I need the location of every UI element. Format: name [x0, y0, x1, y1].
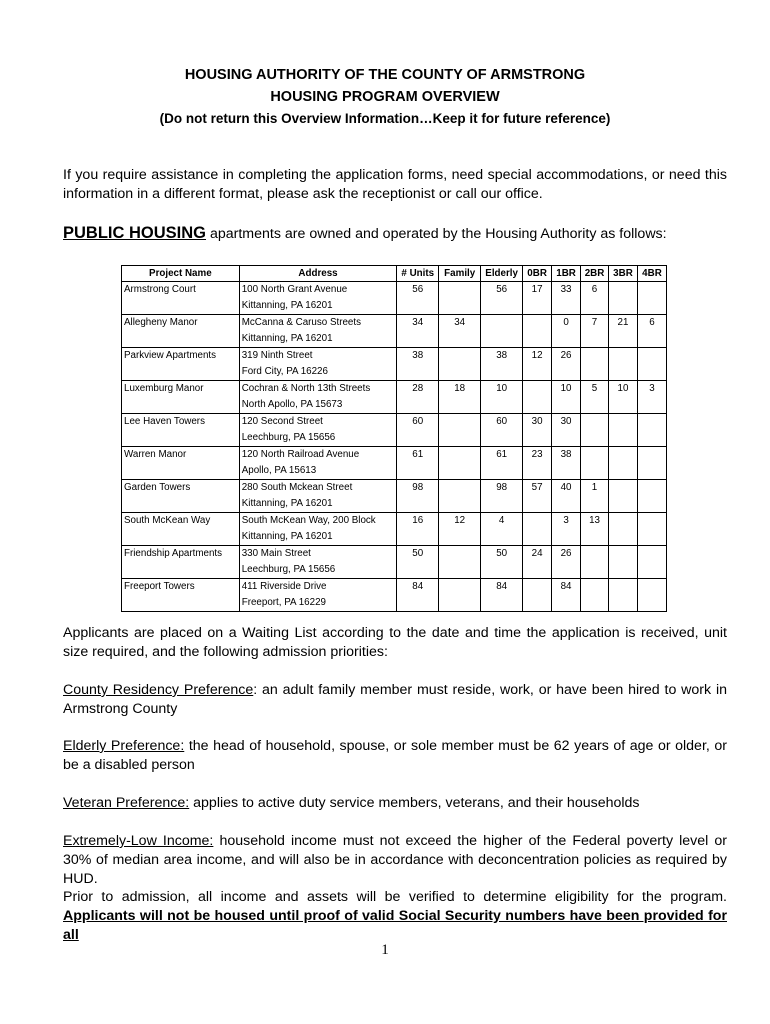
- br0-cell: 12: [523, 348, 552, 381]
- income-preference: [63, 832, 727, 889]
- admission-paragraph: [63, 888, 727, 945]
- income-preference-label: Extremely-Low Income:: [63, 833, 214, 849]
- address-line-1: 120 Second Street: [241, 416, 323, 427]
- address-line-1: 319 Ninth Street: [241, 350, 313, 361]
- br2-cell: [581, 414, 609, 447]
- table-row: [122, 546, 667, 579]
- br2-cell: [581, 447, 609, 480]
- address-line-2: Freeport, PA 16229: [241, 597, 326, 608]
- table-row: [122, 414, 667, 447]
- elderly-preference-label: Elderly Preference:: [63, 738, 185, 754]
- br0-cell: [523, 315, 552, 348]
- elderly-cell: 60: [481, 414, 523, 447]
- family-cell: 12: [439, 513, 481, 546]
- br1-cell: 0: [552, 315, 581, 348]
- br3-cell: [609, 414, 638, 447]
- family-cell: [439, 414, 481, 447]
- address-cell: [239, 579, 397, 612]
- br3-cell: [609, 447, 638, 480]
- table-row: [122, 348, 667, 381]
- br0-cell: [523, 513, 552, 546]
- address-cell: [239, 414, 397, 447]
- address-cell: [239, 381, 397, 414]
- address-line-1: South McKean Way, 200 Block: [241, 515, 376, 526]
- page-number: 1: [381, 942, 389, 958]
- br3-cell: [609, 513, 638, 546]
- family-cell: [439, 348, 481, 381]
- address-cell: [239, 348, 397, 381]
- project-name-cell: Warren Manor: [122, 447, 240, 480]
- units-cell: 16: [397, 513, 439, 546]
- address-line-1: 330 Main Street: [241, 548, 311, 559]
- br1-cell: 30: [552, 414, 581, 447]
- br4-cell: [637, 546, 666, 579]
- address-line-1: 280 South Mckean Street: [241, 482, 353, 493]
- elderly-cell: 50: [481, 546, 523, 579]
- br2-cell: 13: [581, 513, 609, 546]
- br1-cell: 3: [552, 513, 581, 546]
- br0-cell: 24: [523, 546, 552, 579]
- address-cell: [239, 315, 397, 348]
- county-preference-label: County Residency Preference: [63, 682, 254, 698]
- address-line-1: 120 North Railroad Avenue: [241, 449, 360, 460]
- br4-cell: [637, 480, 666, 513]
- county-preference-text: : an adult family member must reside, work, or have been hired to work in Armstrong County: [63, 682, 728, 717]
- family-cell: [439, 480, 481, 513]
- address-cell: [239, 513, 397, 546]
- address-cell: [239, 546, 397, 579]
- br2-cell: 7: [581, 315, 609, 348]
- address-line-2: Kittanning, PA 16201: [241, 333, 333, 344]
- col-header: Elderly: [481, 266, 523, 282]
- family-cell: [439, 447, 481, 480]
- br2-cell: [581, 348, 609, 381]
- table-row: [122, 447, 667, 480]
- br3-cell: [609, 480, 638, 513]
- units-cell: 28: [397, 381, 439, 414]
- br1-cell: 26: [552, 348, 581, 381]
- col-header: 1BR: [552, 266, 581, 282]
- col-header: 2BR: [581, 266, 609, 282]
- br2-cell: [581, 546, 609, 579]
- br2-cell: [581, 579, 609, 612]
- col-header: Project Name: [122, 266, 240, 282]
- elderly-preference: [63, 737, 727, 775]
- br3-cell: [609, 579, 638, 612]
- project-name-cell: Armstrong Court: [122, 282, 240, 315]
- units-cell: 60: [397, 414, 439, 447]
- br3-cell: [609, 282, 638, 315]
- project-name-cell: Garden Towers: [122, 480, 240, 513]
- address-line-1: 100 North Grant Avenue: [241, 284, 348, 295]
- elderly-cell: [481, 315, 523, 348]
- col-header: # Units: [397, 266, 439, 282]
- address-line-1: 411 Riverside Drive: [241, 581, 327, 592]
- br4-cell: 6: [637, 315, 666, 348]
- address-line-1: McCanna & Caruso Streets: [241, 317, 361, 328]
- br3-cell: [609, 348, 638, 381]
- veteran-preference: [63, 794, 727, 813]
- br1-cell: 38: [552, 447, 581, 480]
- address-line-2: Kittanning, PA 16201: [241, 498, 333, 509]
- family-cell: 18: [439, 381, 481, 414]
- units-cell: 61: [397, 447, 439, 480]
- elderly-cell: 56: [481, 282, 523, 315]
- project-name-cell: Friendship Apartments: [122, 546, 240, 579]
- admission-text: Prior to admission, all income and assets will be verified to determine eligibility for the program.: [63, 889, 727, 905]
- br4-cell: [637, 579, 666, 612]
- br0-cell: 30: [523, 414, 552, 447]
- project-name-cell: Lee Haven Towers: [122, 414, 240, 447]
- family-cell: 34: [439, 315, 481, 348]
- units-cell: 50: [397, 546, 439, 579]
- units-cell: 56: [397, 282, 439, 315]
- county-preference: [63, 681, 727, 719]
- page-subtitle: HOUSING PROGRAM OVERVIEW: [270, 89, 500, 105]
- address-line-2: Kittanning, PA 16201: [241, 300, 333, 311]
- br1-cell: 33: [552, 282, 581, 315]
- units-cell: 84: [397, 579, 439, 612]
- elderly-cell: 10: [481, 381, 523, 414]
- projects-table: [121, 265, 667, 612]
- br0-cell: [523, 381, 552, 414]
- br4-cell: 3: [637, 381, 666, 414]
- table-row: [122, 579, 667, 612]
- table-row: [122, 381, 667, 414]
- units-cell: 98: [397, 480, 439, 513]
- intro-paragraph: If you require assistance in completing the application forms, need special accommodations, or need this information in a different format, please ask the receptionist or call our office.: [63, 167, 727, 202]
- br0-cell: 57: [523, 480, 552, 513]
- page-note: (Do not return this Overview Information…Keep it for future reference): [159, 111, 611, 126]
- br1-cell: 84: [552, 579, 581, 612]
- br0-cell: [523, 579, 552, 612]
- br1-cell: 26: [552, 546, 581, 579]
- table-header-row: [122, 266, 667, 282]
- br2-cell: 5: [581, 381, 609, 414]
- table-row: [122, 513, 667, 546]
- page-title: HOUSING AUTHORITY OF THE COUNTY OF ARMSTRONG: [184, 67, 586, 83]
- units-cell: 38: [397, 348, 439, 381]
- waiting-list-paragraph: Applicants are placed on a Waiting List according to the date and time the application is received, unit size required, and the following admission priorities:: [63, 625, 727, 660]
- br0-cell: 23: [523, 447, 552, 480]
- col-header: 0BR: [523, 266, 552, 282]
- elderly-cell: 61: [481, 447, 523, 480]
- col-header: Address: [239, 266, 397, 282]
- project-name-cell: Luxemburg Manor: [122, 381, 240, 414]
- family-cell: [439, 546, 481, 579]
- col-header: Family: [439, 266, 481, 282]
- elderly-cell: 98: [481, 480, 523, 513]
- elderly-cell: 38: [481, 348, 523, 381]
- br4-cell: [637, 513, 666, 546]
- units-cell: 34: [397, 315, 439, 348]
- address-line-1: Cochran & North 13th Streets: [241, 383, 371, 394]
- elderly-preference-text: the head of household, spouse, or sole member must be 62 years of age or older, or be a disabled person: [63, 738, 727, 773]
- public-housing-label: PUBLIC HOUSING: [63, 224, 207, 242]
- income-preference-text: household income must not exceed the higher of the Federal poverty level or 30% of median area income, and will also be in accordance with deconcentration policies as required by HUD.: [63, 833, 727, 887]
- col-header: 3BR: [609, 266, 638, 282]
- family-cell: [439, 579, 481, 612]
- address-cell: [239, 480, 397, 513]
- project-name-cell: Freeport Towers: [122, 579, 240, 612]
- br4-cell: [637, 348, 666, 381]
- project-name-cell: Parkview Apartments: [122, 348, 240, 381]
- address-cell: [239, 447, 397, 480]
- br2-cell: 1: [581, 480, 609, 513]
- br0-cell: 17: [523, 282, 552, 315]
- admission-bold: Applicants will not be housed until proof of valid Social Security numbers have been provided for all: [63, 908, 727, 943]
- br3-cell: 21: [609, 315, 638, 348]
- br1-cell: 40: [552, 480, 581, 513]
- address-line-2: Leechburg, PA 15656: [241, 432, 336, 443]
- public-housing-heading: [63, 224, 667, 243]
- elderly-cell: 4: [481, 513, 523, 546]
- col-header: 4BR: [637, 266, 666, 282]
- veteran-preference-label: Veteran Preference:: [63, 795, 190, 811]
- address-line-2: Ford City, PA 16226: [241, 366, 328, 377]
- br3-cell: 10: [609, 381, 638, 414]
- address-line-2: Leechburg, PA 15656: [241, 564, 336, 575]
- br4-cell: [637, 447, 666, 480]
- table-row: [122, 282, 667, 315]
- address-line-2: Kittanning, PA 16201: [241, 531, 333, 542]
- project-name-cell: South McKean Way: [122, 513, 240, 546]
- elderly-cell: 84: [481, 579, 523, 612]
- br3-cell: [609, 546, 638, 579]
- address-line-2: Apollo, PA 15613: [241, 465, 317, 476]
- br4-cell: [637, 414, 666, 447]
- br4-cell: [637, 282, 666, 315]
- table-row: [122, 315, 667, 348]
- table-row: [122, 480, 667, 513]
- address-cell: [239, 282, 397, 315]
- address-line-2: North Apollo, PA 15673: [241, 399, 343, 410]
- family-cell: [439, 282, 481, 315]
- br2-cell: 6: [581, 282, 609, 315]
- project-name-cell: Allegheny Manor: [122, 315, 240, 348]
- br1-cell: 10: [552, 381, 581, 414]
- public-housing-text: apartments are owned and operated by the Housing Authority as follows:: [206, 226, 667, 242]
- veteran-preference-text: applies to active duty service members, veterans, and their households: [189, 795, 640, 811]
